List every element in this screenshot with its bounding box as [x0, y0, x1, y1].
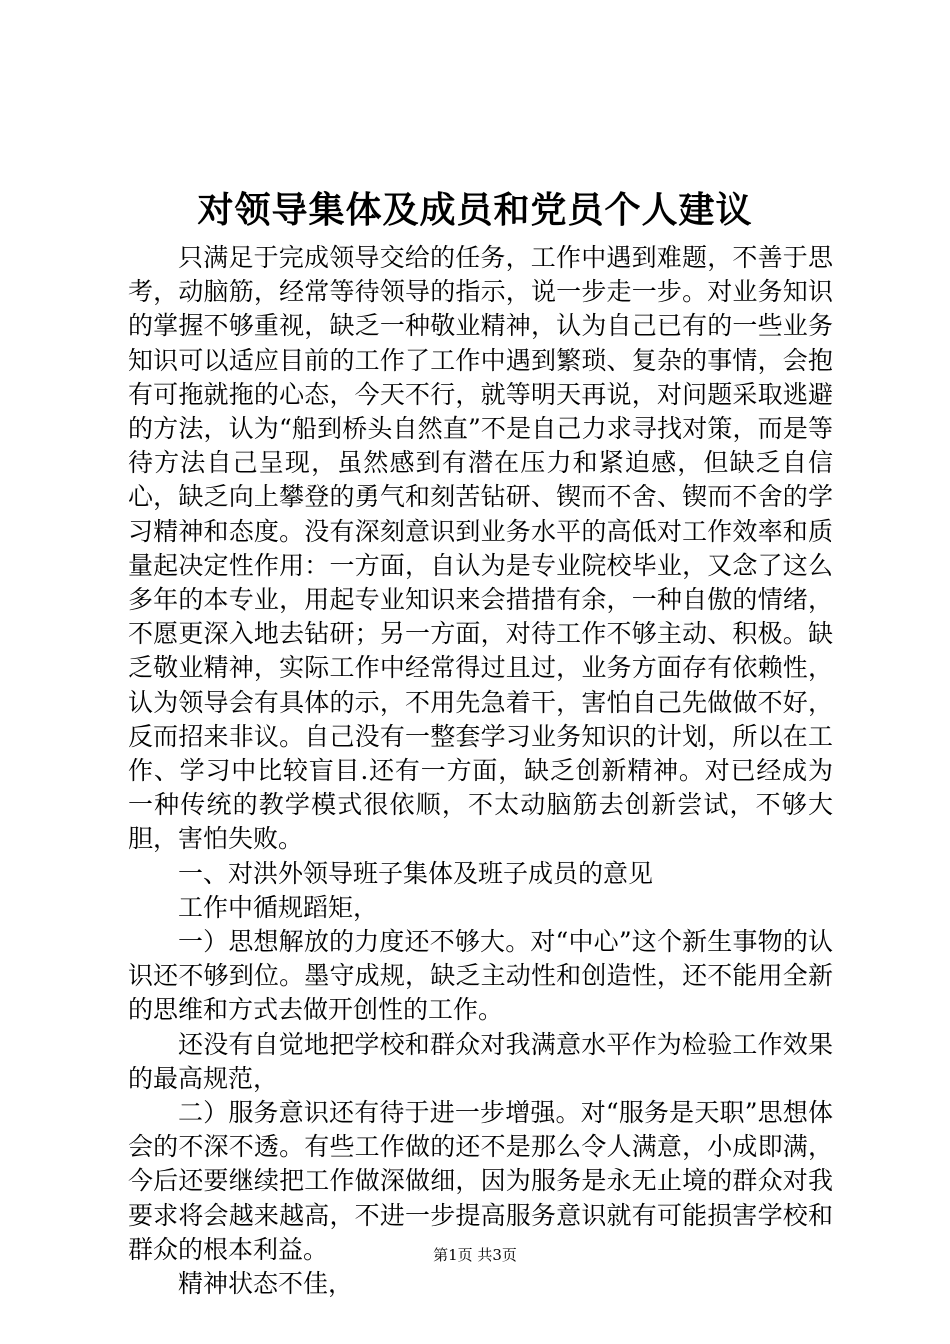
document-body	[128, 241, 833, 1301]
paragraph-7: 精神状态不佳，	[178, 1269, 354, 1299]
paragraph-5: 还没有自觉地把学校和群众对我满意水平作为检验工作效果的最高规范，	[128, 1029, 833, 1093]
paragraph-3: 工作中循规蹈矩，	[178, 892, 379, 922]
paragraph-6: 二）服务意识还有待于进一步增强。对“服务是天职”思想体会的不深不透。有些工作做的还不是那么令人满意，小成即满，今后还要继续把工作做深做细，因为服务是永无止境的群众对我要求将会越来越高，不进一步提高服务意识就有可能损害学校和群众的根本利益。	[128, 1098, 833, 1264]
paragraph-4: 一）思想解放的力度还不够大。对“中心”这个新生事物的认识还不够到位。墨守成规，缺乏主动性和创造性，还不能用全新的思维和方式去做开创性的工作。	[128, 927, 833, 1025]
paragraph-2: 一、对洪外领导班子集体及班子成员的意见	[178, 858, 654, 888]
page-footer: 第1页 共3页	[433, 1246, 517, 1264]
document-title: 对领导集体及成员和党员个人建议	[197, 189, 753, 231]
paragraph-1: 只满足于完成领导交给的任务，工作中遇到难题，不善于思考，动脑筋，经常等待领导的指示，说一步走一步。对业务知识的掌握不够重视，缺乏一种敬业精神，认为自己已有的一些业务知识可以适应目前的工作了工作中遇到繁琐、复杂的事情，会抱有可拖就拖的心态，今天不行，就等明天再说，对问题采取逃避的方法，认为“船到桥头自然直”不是自己力求寻找对策，而是等待方法自己呈现，虽然感到有潜在压力和紧迫感，但缺乏自信心，缺乏向上攀登的勇气和刻苦钻研、锲而不舍、锲而不舍的学习精神和态度。没有深刻意识到业务水平的高低对工作效率和质量起决定性作用：一方面，自认为是专业院校毕业，又念了这么多年的本专业，用起专业知识来会措措有余，一种自傲的情绪，不愿更深入地去钻研；另一方面，对待工作不够主动、积极。缺乏敬业精神，实际工作中经常得过且过，业务方面存有依赖性，认为领导会有具体的示，不用先急着干，害怕自己先做做不好，反而招来非议。自己没有一整套学习业务知识的计划，所以在工作、学习中比较盲目.还有一方面，缺乏创新精神。对已经成为一种传统的教学模式很依顺，不太动脑筋去创新尝试，不够大胆，害怕失败。	[128, 243, 833, 854]
